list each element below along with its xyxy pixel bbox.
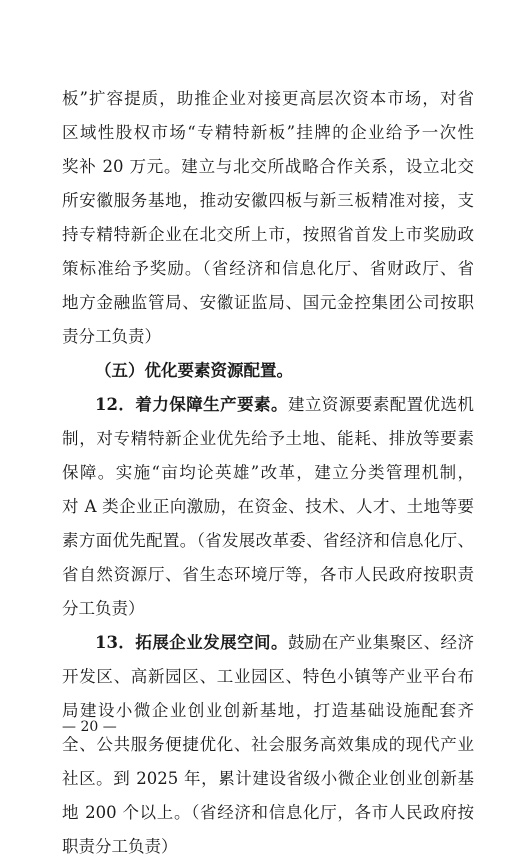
item-first-line	[62, 626, 474, 660]
text-line: 制，对专精特新企业优先给予土地、能耗、排放等要素	[62, 429, 474, 448]
text-line: 开发区、高新园区、工业园区、特色小镇等产业平台布	[62, 667, 474, 686]
text-line: 地方金融监管局、安徽证监局、国元金控集团公司按职	[62, 293, 474, 312]
paragraph-continued	[62, 82, 474, 354]
text-line: 所安徽服务基地，推动安徽四板与新三板精准对接，支	[62, 191, 474, 210]
text-line: 责分工负责）	[62, 327, 161, 346]
text-line: 对 A 类企业正向激励，在资金、技术、人才、土地等要	[62, 497, 474, 516]
item-title: 12．着力保障生产要素。	[95, 395, 288, 414]
text-line: 持专精特新企业在北交所上市，按照省首发上市奖励政	[62, 225, 474, 244]
item-text: 鼓励在产业集聚区、经济	[287, 633, 474, 652]
item-title: 13．拓展企业发展空间。	[95, 633, 288, 652]
text-line: 区域性股权市场“专精特新板”挂牌的企业给予一次性	[62, 123, 474, 142]
page-number: — 20 —	[62, 719, 117, 735]
text-line: 局建设小微企业创业创新基地，打造基础设施配套齐	[62, 701, 474, 720]
text-line: 全、公共服务便捷优化、社会服务高效集成的现代产业	[62, 735, 474, 754]
text-line: 社区。到 2025 年，累计建设省级小微企业创业创新基	[62, 769, 474, 788]
text-line: 地 200 个以上。（省经济和信息化厅，各市人民政府按	[62, 803, 474, 822]
item-first-line	[62, 388, 474, 422]
text-line: 分工负责）	[62, 599, 145, 618]
text-line: 省自然资源厅、省生态环境厅等，各市人民政府按职责	[62, 565, 474, 584]
item-text: 建立资源要素配置优选机	[287, 395, 474, 414]
section-heading: （五）优化要素资源配置。	[95, 361, 293, 380]
text-line: 素方面优先配置。（省发展改革委、省经济和信息化厅、	[62, 531, 474, 550]
text-line: 策标准给予奖励。（省经济和信息化厅、省财政厅、省	[62, 259, 474, 278]
text-line: 奖补 20 万元。建立与北交所战略合作关系，设立北交	[62, 157, 474, 176]
text-line: 板”扩容提质，助推企业对接更高层次资本市场，对省	[62, 89, 474, 108]
text-line: 保障。实施“亩均论英雄”改革，建立分类管理机制，	[62, 463, 474, 482]
page-body	[62, 82, 474, 864]
item-13	[62, 626, 474, 864]
text-line: 职责分工负责）	[62, 837, 178, 856]
item-12	[62, 388, 474, 626]
